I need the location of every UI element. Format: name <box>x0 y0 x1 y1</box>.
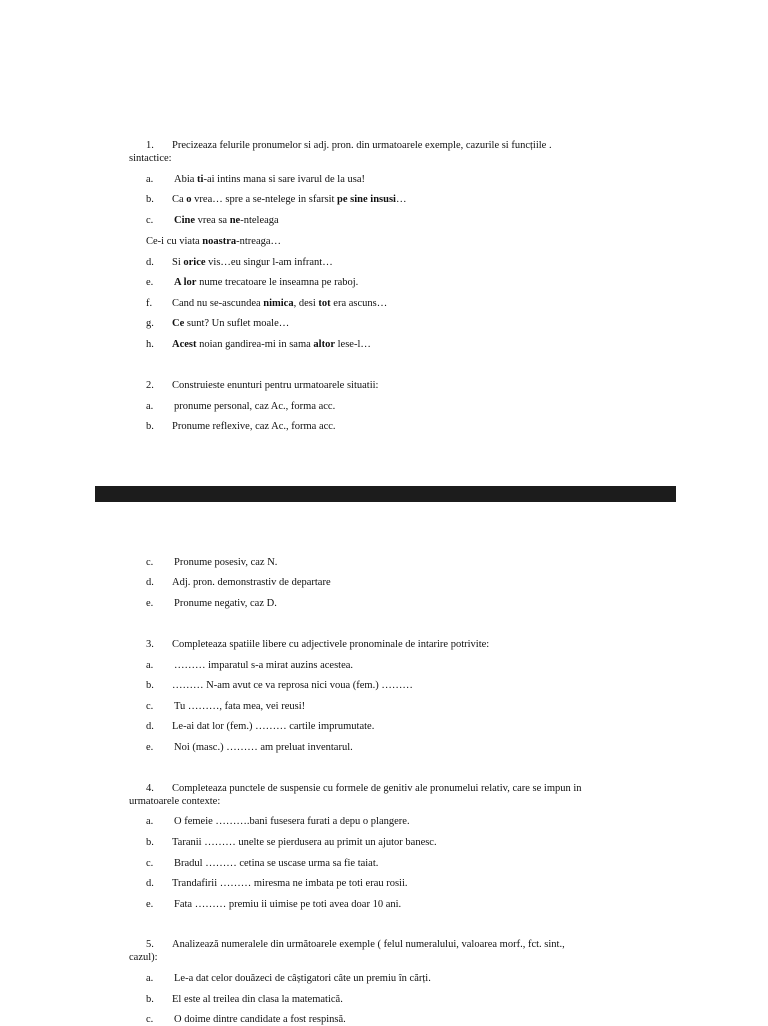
item-label: d. <box>146 577 154 588</box>
item-label: a. <box>146 401 154 412</box>
example-line: Si orice vis…eu singur l-am infrant… <box>172 257 333 268</box>
item-text: Bradul ……… cetina se uscase urma sa fie taiat. <box>174 858 379 869</box>
item-label: c. <box>146 858 154 869</box>
question-number: 1. <box>146 140 154 151</box>
item-label: a. <box>146 174 154 185</box>
item-text: Pronume reflexive, caz Ac., forma acc. <box>172 421 336 432</box>
item-label: e. <box>146 742 154 753</box>
example-line: Ce sunt? Un suflet moale… <box>172 318 290 329</box>
item-label: a. <box>146 816 154 827</box>
item-text: Tu ………, fata mea, vei reusi! <box>174 701 306 712</box>
example-line: Acest noian gandirea-mi in sama altor lese-l… <box>172 339 371 350</box>
page-break-divider <box>95 486 676 502</box>
item-text: O doime dintre candidate a fost respinsă. <box>174 1014 346 1025</box>
item-label: d. <box>146 721 154 732</box>
item-label: a. <box>146 973 154 984</box>
item-label: b. <box>146 194 154 205</box>
example-line: Cine vrea sa ne-nteleaga <box>174 215 279 226</box>
item-text: ……… imparatul s-a mirat auzins acestea. <box>174 660 354 671</box>
question-text: Completeaza punctele de suspensie cu formele de genitiv ale pronumelui relativ, care se impun in <box>172 783 582 794</box>
question-text-continuation: sintactice: <box>129 153 172 164</box>
item-text: Pronume negativ, caz D. <box>174 598 277 609</box>
item-text: Adj. pron. demonstrastiv de departare <box>172 577 331 588</box>
item-text: Fata ……… premiu ii uimise pe toti avea doar 10 ani. <box>174 899 402 910</box>
item-label: h. <box>146 339 154 350</box>
item-label: g. <box>146 318 154 329</box>
example-line: Ca o vrea… spre a se-ntelege in sfarsit pe sine insusi… <box>172 194 407 205</box>
item-label: b. <box>146 680 154 691</box>
question-text: Analizează numeralele din următoarele exemple ( felul numeralului, valoarea morf., fct. sint., <box>172 939 565 950</box>
item-label: c. <box>146 215 154 226</box>
question-text-continuation: urmatoarele contexte: <box>129 796 221 807</box>
question-number: 5. <box>146 939 154 950</box>
question-number: 2. <box>146 380 154 391</box>
question-text-continuation: cazul): <box>129 952 158 963</box>
item-text: Trandafirii ……… miresma ne imbata pe toti erau rosii. <box>172 878 408 889</box>
question-text: Precizeaza felurile pronumelor si adj. pron. din urmatoarele exemple, cazurile si funcțiile . <box>172 140 552 151</box>
item-label: b. <box>146 421 154 432</box>
item-text: O femeie ……….bani fusesera furati a depu o plangere. <box>174 816 410 827</box>
item-text: Taranii ……… unelte se pierdusera au primit un ajutor banesc. <box>172 837 437 848</box>
item-text: ……… N-am avut ce va reprosa nici voua (fem.) ……… <box>172 680 413 691</box>
question-text: Construieste enunturi pentru urmatoarele situatii: <box>172 380 379 391</box>
item-label: b. <box>146 837 154 848</box>
item-label: d. <box>146 878 154 889</box>
item-label: c. <box>146 1014 154 1025</box>
item-label: d. <box>146 257 154 268</box>
example-line: Abia ti-ai intins mana si sare ivarul de la usa! <box>174 174 365 185</box>
example-line: Cand nu se-ascundea nimica, desi tot era ascuns… <box>172 298 388 309</box>
item-label: b. <box>146 994 154 1005</box>
item-label: c. <box>146 557 154 568</box>
example-line: Ce-i cu viata noastra-ntreaga… <box>146 236 282 247</box>
item-text: Le-a dat celor douăzeci de câștigatori câte un premiu în cărți. <box>174 973 431 984</box>
item-text: Noi (masc.) ……… am preluat inventarul. <box>174 742 353 753</box>
item-label: e. <box>146 899 154 910</box>
item-label: a. <box>146 660 154 671</box>
example-line: A lor nume trecatoare le inseamna pe raboj. <box>174 277 359 288</box>
item-text: El este al treilea din clasa la matematică. <box>172 994 343 1005</box>
question-text: Completeaza spatiile libere cu adjectivele pronominale de intarire potrivite: <box>172 639 490 650</box>
item-text: Le-ai dat lor (fem.) ……… cartile imprumutate. <box>172 721 375 732</box>
item-label: f. <box>146 298 153 309</box>
question-number: 4. <box>146 783 154 794</box>
question-number: 3. <box>146 639 154 650</box>
item-text: Pronume posesiv, caz N. <box>174 557 278 568</box>
item-label: e. <box>146 598 154 609</box>
item-text: pronume personal, caz Ac., forma acc. <box>174 401 336 412</box>
item-label: e. <box>146 277 154 288</box>
item-label: c. <box>146 701 154 712</box>
